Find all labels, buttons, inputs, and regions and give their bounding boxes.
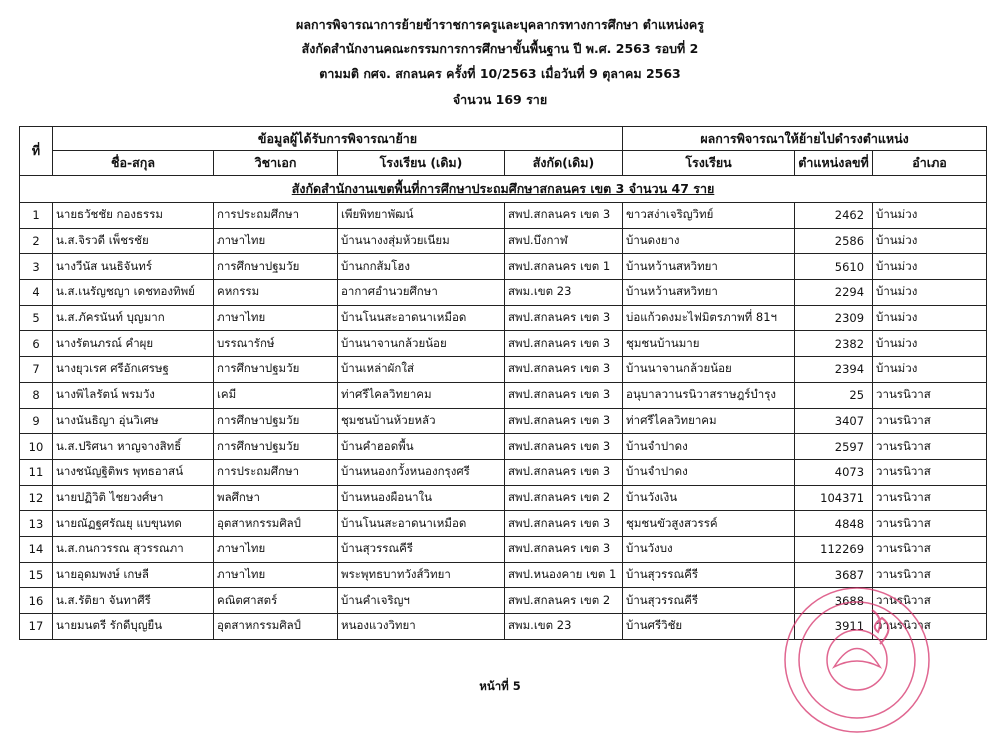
row-number-cell: 12 bbox=[20, 485, 53, 511]
old-school-cell: เพียพิทยาพัฒน์ bbox=[338, 203, 505, 229]
major-cell: การประถมศึกษา bbox=[214, 203, 338, 229]
old-office-cell: สพป.หนองคาย เขต 1 bbox=[505, 562, 623, 588]
position-number-cell: 3407 bbox=[795, 408, 873, 434]
district-cell: วานรนิวาส bbox=[873, 459, 987, 485]
applicant-name-cell: นางนันธิญา อุ่นวิเศษ bbox=[53, 408, 214, 434]
header-new-school: โรงเรียน bbox=[623, 151, 795, 176]
applicant-name-cell: น.ส.รัติยา จันทาศีรี bbox=[53, 588, 214, 614]
district-cell: วานรนิวาส bbox=[873, 408, 987, 434]
table-row bbox=[20, 614, 987, 640]
position-number-cell: 4073 bbox=[795, 459, 873, 485]
row-number-cell: 17 bbox=[20, 614, 53, 640]
header-applicant-group: ข้อมูลผู้ได้รับการพิจารณาย้าย bbox=[53, 127, 623, 151]
old-school-cell: บ้านนางงสุ่มห้วยเนียม bbox=[338, 228, 505, 254]
table-row bbox=[20, 305, 987, 331]
new-school-cell: ขาวสง่าเจริญวิทย์ bbox=[623, 203, 795, 229]
new-school-cell: บ้านวังบง bbox=[623, 536, 795, 562]
old-office-cell: สพป.สกลนคร เขต 3 bbox=[505, 408, 623, 434]
table-row bbox=[20, 357, 987, 383]
old-office-cell: สพป.สกลนคร เขต 3 bbox=[505, 203, 623, 229]
old-office-cell: สพป.สกลนคร เขต 3 bbox=[505, 459, 623, 485]
new-school-cell: บ่อแก้วดงมะไฟมิตรภาพที่ 81ฯ bbox=[623, 305, 795, 331]
district-cell: บ้านม่วง bbox=[873, 331, 987, 357]
new-school-cell: ชุมชนขัวสูงสวรรค์ bbox=[623, 511, 795, 537]
row-number-cell: 11 bbox=[20, 459, 53, 485]
applicant-name-cell: นายมนตรี รักดีบุญยืน bbox=[53, 614, 214, 640]
old-office-cell: สพป.สกลนคร เขต 3 bbox=[505, 331, 623, 357]
row-number-cell: 8 bbox=[20, 382, 53, 408]
row-number-cell: 14 bbox=[20, 536, 53, 562]
position-number-cell: 2462 bbox=[795, 203, 873, 229]
old-office-cell: สพม.เขต 23 bbox=[505, 614, 623, 640]
row-number-cell: 6 bbox=[20, 331, 53, 357]
row-number-cell: 7 bbox=[20, 357, 53, 383]
applicant-name-cell: น.ส.ปริศนา หาญจางสิทธิ์ bbox=[53, 434, 214, 460]
table-row bbox=[20, 280, 987, 306]
old-office-cell: สพป.สกลนคร เขต 3 bbox=[505, 434, 623, 460]
table-row bbox=[20, 382, 987, 408]
old-office-cell: สพป.บึงกาฬ bbox=[505, 228, 623, 254]
page-number: หน้าที่ 5 bbox=[479, 679, 521, 693]
row-number-cell: 13 bbox=[20, 511, 53, 537]
major-cell: ภาษาไทย bbox=[214, 562, 338, 588]
major-cell: ภาษาไทย bbox=[214, 536, 338, 562]
new-school-cell: บ้านวังเงิน bbox=[623, 485, 795, 511]
applicant-name-cell: นายอุดมพงษ์ เกษลี bbox=[53, 562, 214, 588]
new-school-cell: อนุบาลวานรนิวาสราษฎร์บำรุง bbox=[623, 382, 795, 408]
old-office-cell: สพป.สกลนคร เขต 3 bbox=[505, 536, 623, 562]
applicant-name-cell: นางยุวเรศ ศรีอักเศรษฐ bbox=[53, 357, 214, 383]
old-school-cell: บ้านหนองผือนาใน bbox=[338, 485, 505, 511]
new-school-cell: ท่าศรีไคลวิทยาคม bbox=[623, 408, 795, 434]
applicant-name-cell: น.ส.จิรวดี เพ็ชรชัย bbox=[53, 228, 214, 254]
position-number-cell: 5610 bbox=[795, 254, 873, 280]
new-school-cell: บ้านหว้านสหวิทยา bbox=[623, 280, 795, 306]
table-row bbox=[20, 588, 987, 614]
old-office-cell: สพป.สกลนคร เขต 3 bbox=[505, 511, 623, 537]
title-line-3: ตามมติ กศจ. สกลนคร ครั้งที่ 10/2563 เมื่อวันที่ 9 ตุลาคม 2563 bbox=[319, 66, 681, 81]
district-cell: บ้านม่วง bbox=[873, 280, 987, 306]
old-office-cell: สพป.สกลนคร เขต 2 bbox=[505, 588, 623, 614]
applicant-name-cell: นายธวัชชัย กองธรรม bbox=[53, 203, 214, 229]
major-cell: พลศึกษา bbox=[214, 485, 338, 511]
applicant-name-cell: น.ส.เนรัญชญา เดชทองทิพย์ bbox=[53, 280, 214, 306]
header-no: ที่ bbox=[20, 127, 53, 176]
table-row bbox=[20, 511, 987, 537]
position-number-cell: 2394 bbox=[795, 357, 873, 383]
old-school-cell: ท่าศรีไคลวิทยาคม bbox=[338, 382, 505, 408]
header-result-group: ผลการพิจารณาให้ย้ายไปดำรงตำแหน่ง bbox=[623, 127, 987, 151]
major-cell: ภาษาไทย bbox=[214, 228, 338, 254]
district-cell: วานรนิวาส bbox=[873, 562, 987, 588]
district-cell: บ้านม่วง bbox=[873, 203, 987, 229]
new-school-cell: บ้านสุวรรณคีรี bbox=[623, 562, 795, 588]
district-cell: วานรนิวาส bbox=[873, 511, 987, 537]
major-cell: การศึกษาปฐมวัย bbox=[214, 254, 338, 280]
applicant-name-cell: นางพิไลรัตน์ พรมวัง bbox=[53, 382, 214, 408]
table-row bbox=[20, 562, 987, 588]
section-title: สังกัดสำนักงานเขตพื้นที่การศึกษาประถมศึกษาสกลนคร เขต 3 จำนวน 47 ราย bbox=[291, 181, 715, 196]
new-school-cell: บ้านจำปาดง bbox=[623, 434, 795, 460]
seal-emblem-detail bbox=[834, 649, 880, 668]
row-number-cell: 15 bbox=[20, 562, 53, 588]
new-school-cell: บ้านหว้านสหวิทยา bbox=[623, 254, 795, 280]
old-school-cell: ชุมชนบ้านห้วยหลัว bbox=[338, 408, 505, 434]
major-cell: ภาษาไทย bbox=[214, 305, 338, 331]
district-cell: บ้านม่วง bbox=[873, 305, 987, 331]
transfer-table bbox=[19, 126, 987, 640]
old-school-cell: บ้านคำฮอดพื้น bbox=[338, 434, 505, 460]
applicant-name-cell: นางชนัญฐิติพร พุทธอาสน์ bbox=[53, 459, 214, 485]
old-office-cell: สพป.สกลนคร เขต 3 bbox=[505, 305, 623, 331]
old-school-cell: พระพุทธบาทวังส์วิทยา bbox=[338, 562, 505, 588]
header-district: อำเภอ bbox=[873, 151, 987, 176]
major-cell: เคมี bbox=[214, 382, 338, 408]
position-number-cell: 3688 bbox=[795, 588, 873, 614]
position-number-cell: 104371 bbox=[795, 485, 873, 511]
old-school-cell: อากาศอำนวยศึกษา bbox=[338, 280, 505, 306]
applicant-name-cell: นายณัฏฐศรัณยุ แบขุนทด bbox=[53, 511, 214, 537]
position-number-cell: 3687 bbox=[795, 562, 873, 588]
major-cell: การศึกษาปฐมวัย bbox=[214, 357, 338, 383]
header-position-no: ตำแหน่งลขที่ bbox=[795, 151, 873, 176]
new-school-cell: บ้านจำปาดง bbox=[623, 459, 795, 485]
major-cell: อุตสาหกรรมศิลป์ bbox=[214, 614, 338, 640]
new-school-cell: บ้านนาจานกล้วยน้อย bbox=[623, 357, 795, 383]
position-number-cell: 25 bbox=[795, 382, 873, 408]
old-school-cell: บ้านหนองกวั้งหนองกรุงศรี bbox=[338, 459, 505, 485]
table-row bbox=[20, 459, 987, 485]
old-office-cell: สพป.สกลนคร เขต 3 bbox=[505, 382, 623, 408]
table-row bbox=[20, 485, 987, 511]
district-cell: วานรนิวาส bbox=[873, 434, 987, 460]
district-cell: บ้านม่วง bbox=[873, 357, 987, 383]
old-school-cell: บ้านสุวรรณคีรี bbox=[338, 536, 505, 562]
row-number-cell: 2 bbox=[20, 228, 53, 254]
position-number-cell: 4848 bbox=[795, 511, 873, 537]
table-row bbox=[20, 254, 987, 280]
header-old-office: สังกัด(เดิม) bbox=[505, 151, 623, 176]
position-number-cell: 2597 bbox=[795, 434, 873, 460]
title-count: จำนวน 169 ราย bbox=[452, 92, 548, 107]
major-cell: คณิตศาสตร์ bbox=[214, 588, 338, 614]
old-school-cell: หนองแวงวิทยา bbox=[338, 614, 505, 640]
district-cell: วานรนิวาส bbox=[873, 382, 987, 408]
position-number-cell: 112269 bbox=[795, 536, 873, 562]
old-school-cell: บ้านโนนสะอาดนาเหมือด bbox=[338, 305, 505, 331]
row-number-cell: 3 bbox=[20, 254, 53, 280]
table-row bbox=[20, 434, 987, 460]
old-office-cell: สพม.เขต 23 bbox=[505, 280, 623, 306]
old-school-cell: บ้านนาจานกล้วยน้อย bbox=[338, 331, 505, 357]
district-cell: วานรนิวาส bbox=[873, 614, 987, 640]
major-cell: อุตสาหกรรมศิลป์ bbox=[214, 511, 338, 537]
district-cell: วานรนิวาส bbox=[873, 485, 987, 511]
header-major: วิชาเอก bbox=[214, 151, 338, 176]
position-number-cell: 2382 bbox=[795, 331, 873, 357]
header-old-school: โรงเรียน (เดิม) bbox=[338, 151, 505, 176]
major-cell: การศึกษาปฐมวัย bbox=[214, 434, 338, 460]
district-cell: บ้านม่วง bbox=[873, 228, 987, 254]
table-row bbox=[20, 408, 987, 434]
new-school-cell: บ้านสุวรรณคีรี bbox=[623, 588, 795, 614]
table-row bbox=[20, 203, 987, 229]
applicant-name-cell: น.ส.กนกวรรณ สุวรรณภา bbox=[53, 536, 214, 562]
position-number-cell: 2309 bbox=[795, 305, 873, 331]
district-cell: วานรนิวาส bbox=[873, 536, 987, 562]
major-cell: คหกรรม bbox=[214, 280, 338, 306]
old-school-cell: บ้านกกส้มโฮง bbox=[338, 254, 505, 280]
applicant-name-cell: น.ส.ภัครนันท์ บุญมาก bbox=[53, 305, 214, 331]
position-number-cell: 2586 bbox=[795, 228, 873, 254]
district-cell: บ้านม่วง bbox=[873, 254, 987, 280]
position-number-cell: 3911 bbox=[795, 614, 873, 640]
section-title-row bbox=[20, 176, 987, 203]
old-office-cell: สพป.สกลนคร เขต 2 bbox=[505, 485, 623, 511]
old-school-cell: บ้านเหล่าผักใส่ bbox=[338, 357, 505, 383]
row-number-cell: 1 bbox=[20, 203, 53, 229]
title-line-2: สังกัดสำนักงานคณะกรรมการการศึกษาขั้นพื้นฐาน ปี พ.ศ. 2563 รอบที่ 2 bbox=[301, 41, 699, 56]
applicant-name-cell: นางวีนัส นนธิจันทร์ bbox=[53, 254, 214, 280]
table-row bbox=[20, 331, 987, 357]
major-cell: การศึกษาปฐมวัย bbox=[214, 408, 338, 434]
header-name: ชื่อ-สกุล bbox=[53, 151, 214, 176]
old-school-cell: บ้านโนนสะอาดนาเหมือด bbox=[338, 511, 505, 537]
title-line-1: ผลการพิจารณาการย้ายข้าราชการครูและบุคลากรทางการศึกษา ตำแหน่งครู bbox=[296, 17, 704, 32]
new-school-cell: บ้านศรีวิชัย bbox=[623, 614, 795, 640]
row-number-cell: 5 bbox=[20, 305, 53, 331]
row-number-cell: 9 bbox=[20, 408, 53, 434]
major-cell: บรรณารักษ์ bbox=[214, 331, 338, 357]
applicant-name-cell: นางรัตนภรณ์ คำผุย bbox=[53, 331, 214, 357]
district-cell: วานรนิวาส bbox=[873, 588, 987, 614]
table-row bbox=[20, 536, 987, 562]
old-office-cell: สพป.สกลนคร เขต 3 bbox=[505, 357, 623, 383]
new-school-cell: บ้านดงยาง bbox=[623, 228, 795, 254]
table-row bbox=[20, 228, 987, 254]
position-number-cell: 2294 bbox=[795, 280, 873, 306]
major-cell: การประถมศึกษา bbox=[214, 459, 338, 485]
old-school-cell: บ้านคำเจริญฯ bbox=[338, 588, 505, 614]
old-office-cell: สพป.สกลนคร เขต 1 bbox=[505, 254, 623, 280]
applicant-name-cell: นายปฏิวิติ ไชยวงศ์ษา bbox=[53, 485, 214, 511]
row-number-cell: 4 bbox=[20, 280, 53, 306]
row-number-cell: 10 bbox=[20, 434, 53, 460]
row-number-cell: 16 bbox=[20, 588, 53, 614]
new-school-cell: ชุมชนบ้านมาย bbox=[623, 331, 795, 357]
